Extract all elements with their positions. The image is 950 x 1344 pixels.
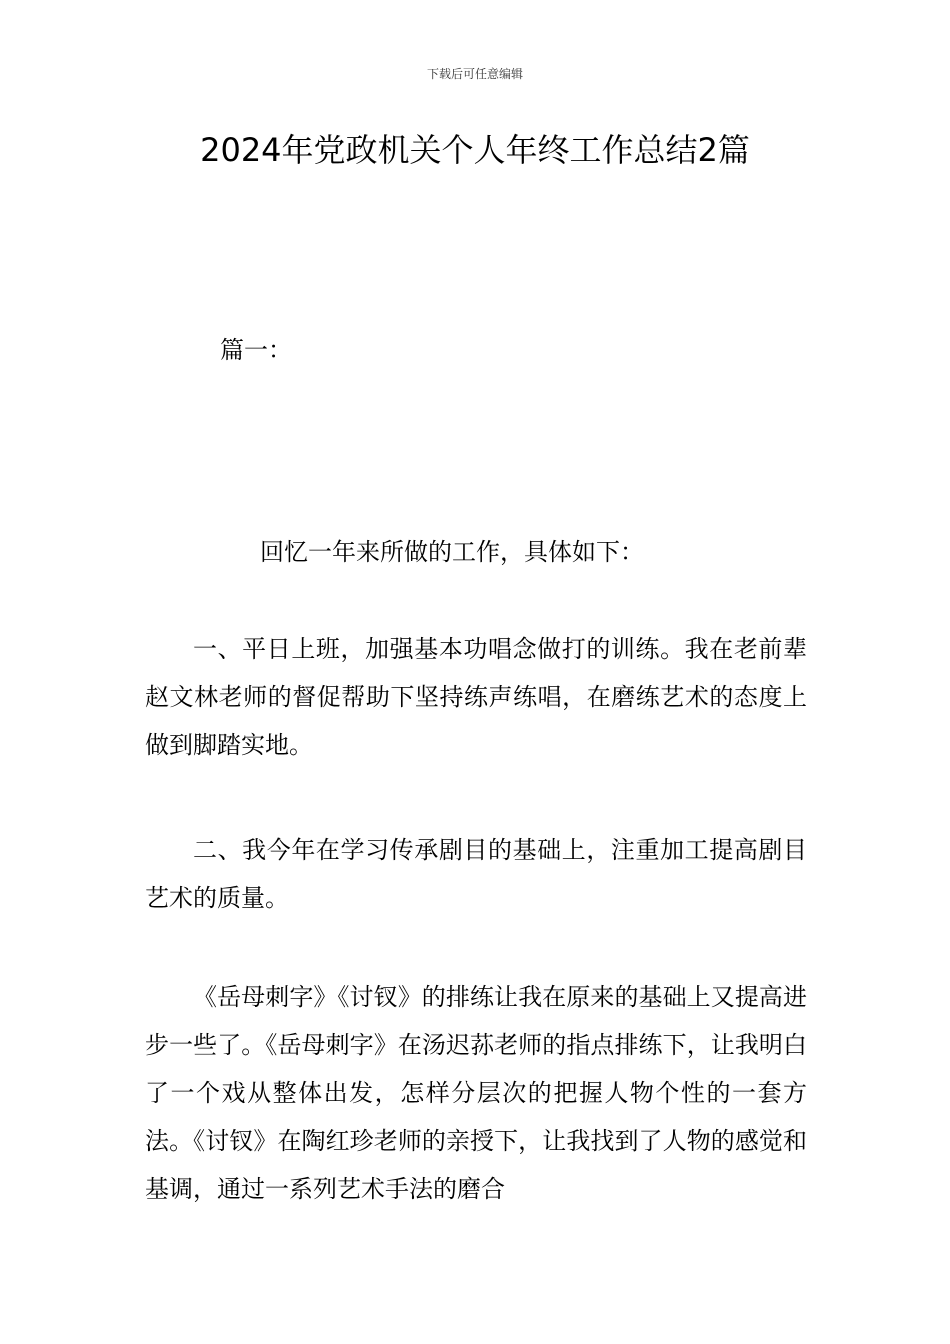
paragraph-item-two: 二、我今年在学习传承剧目的基础上，注重加工提高剧目艺术的质量。 [145, 836, 807, 912]
paragraph-intro: 回忆一年来所做的工作，具体如下： [260, 538, 644, 566]
document-title: 2024年党政机关个人年终工作总结2篇 [200, 131, 750, 169]
paragraph-item-one: 一、平日上班，加强基本功唱念做打的训练。我在老前辈赵文林老师的督促帮助下坚持练声练唱，在磨练艺术的态度上做到脚踏实地。 [145, 635, 807, 759]
paragraph-repertoire: 《岳母刺字》《讨钗》的排练让我在原来的基础上又提高进步一些了。《岳母刺字》在汤迟荪老师的指点排练下，让我明白了一个戏从整体出发，怎样分层次的把握人物个性的一套方法。《讨钗》在陶红珍老师的亲授下，让我找到了人物的感觉和基调，通过一系列艺术手法的磨合 [145, 983, 807, 1203]
header-note: 下载后可任意编辑 [426, 67, 523, 81]
section-label: 篇一： [220, 336, 292, 364]
